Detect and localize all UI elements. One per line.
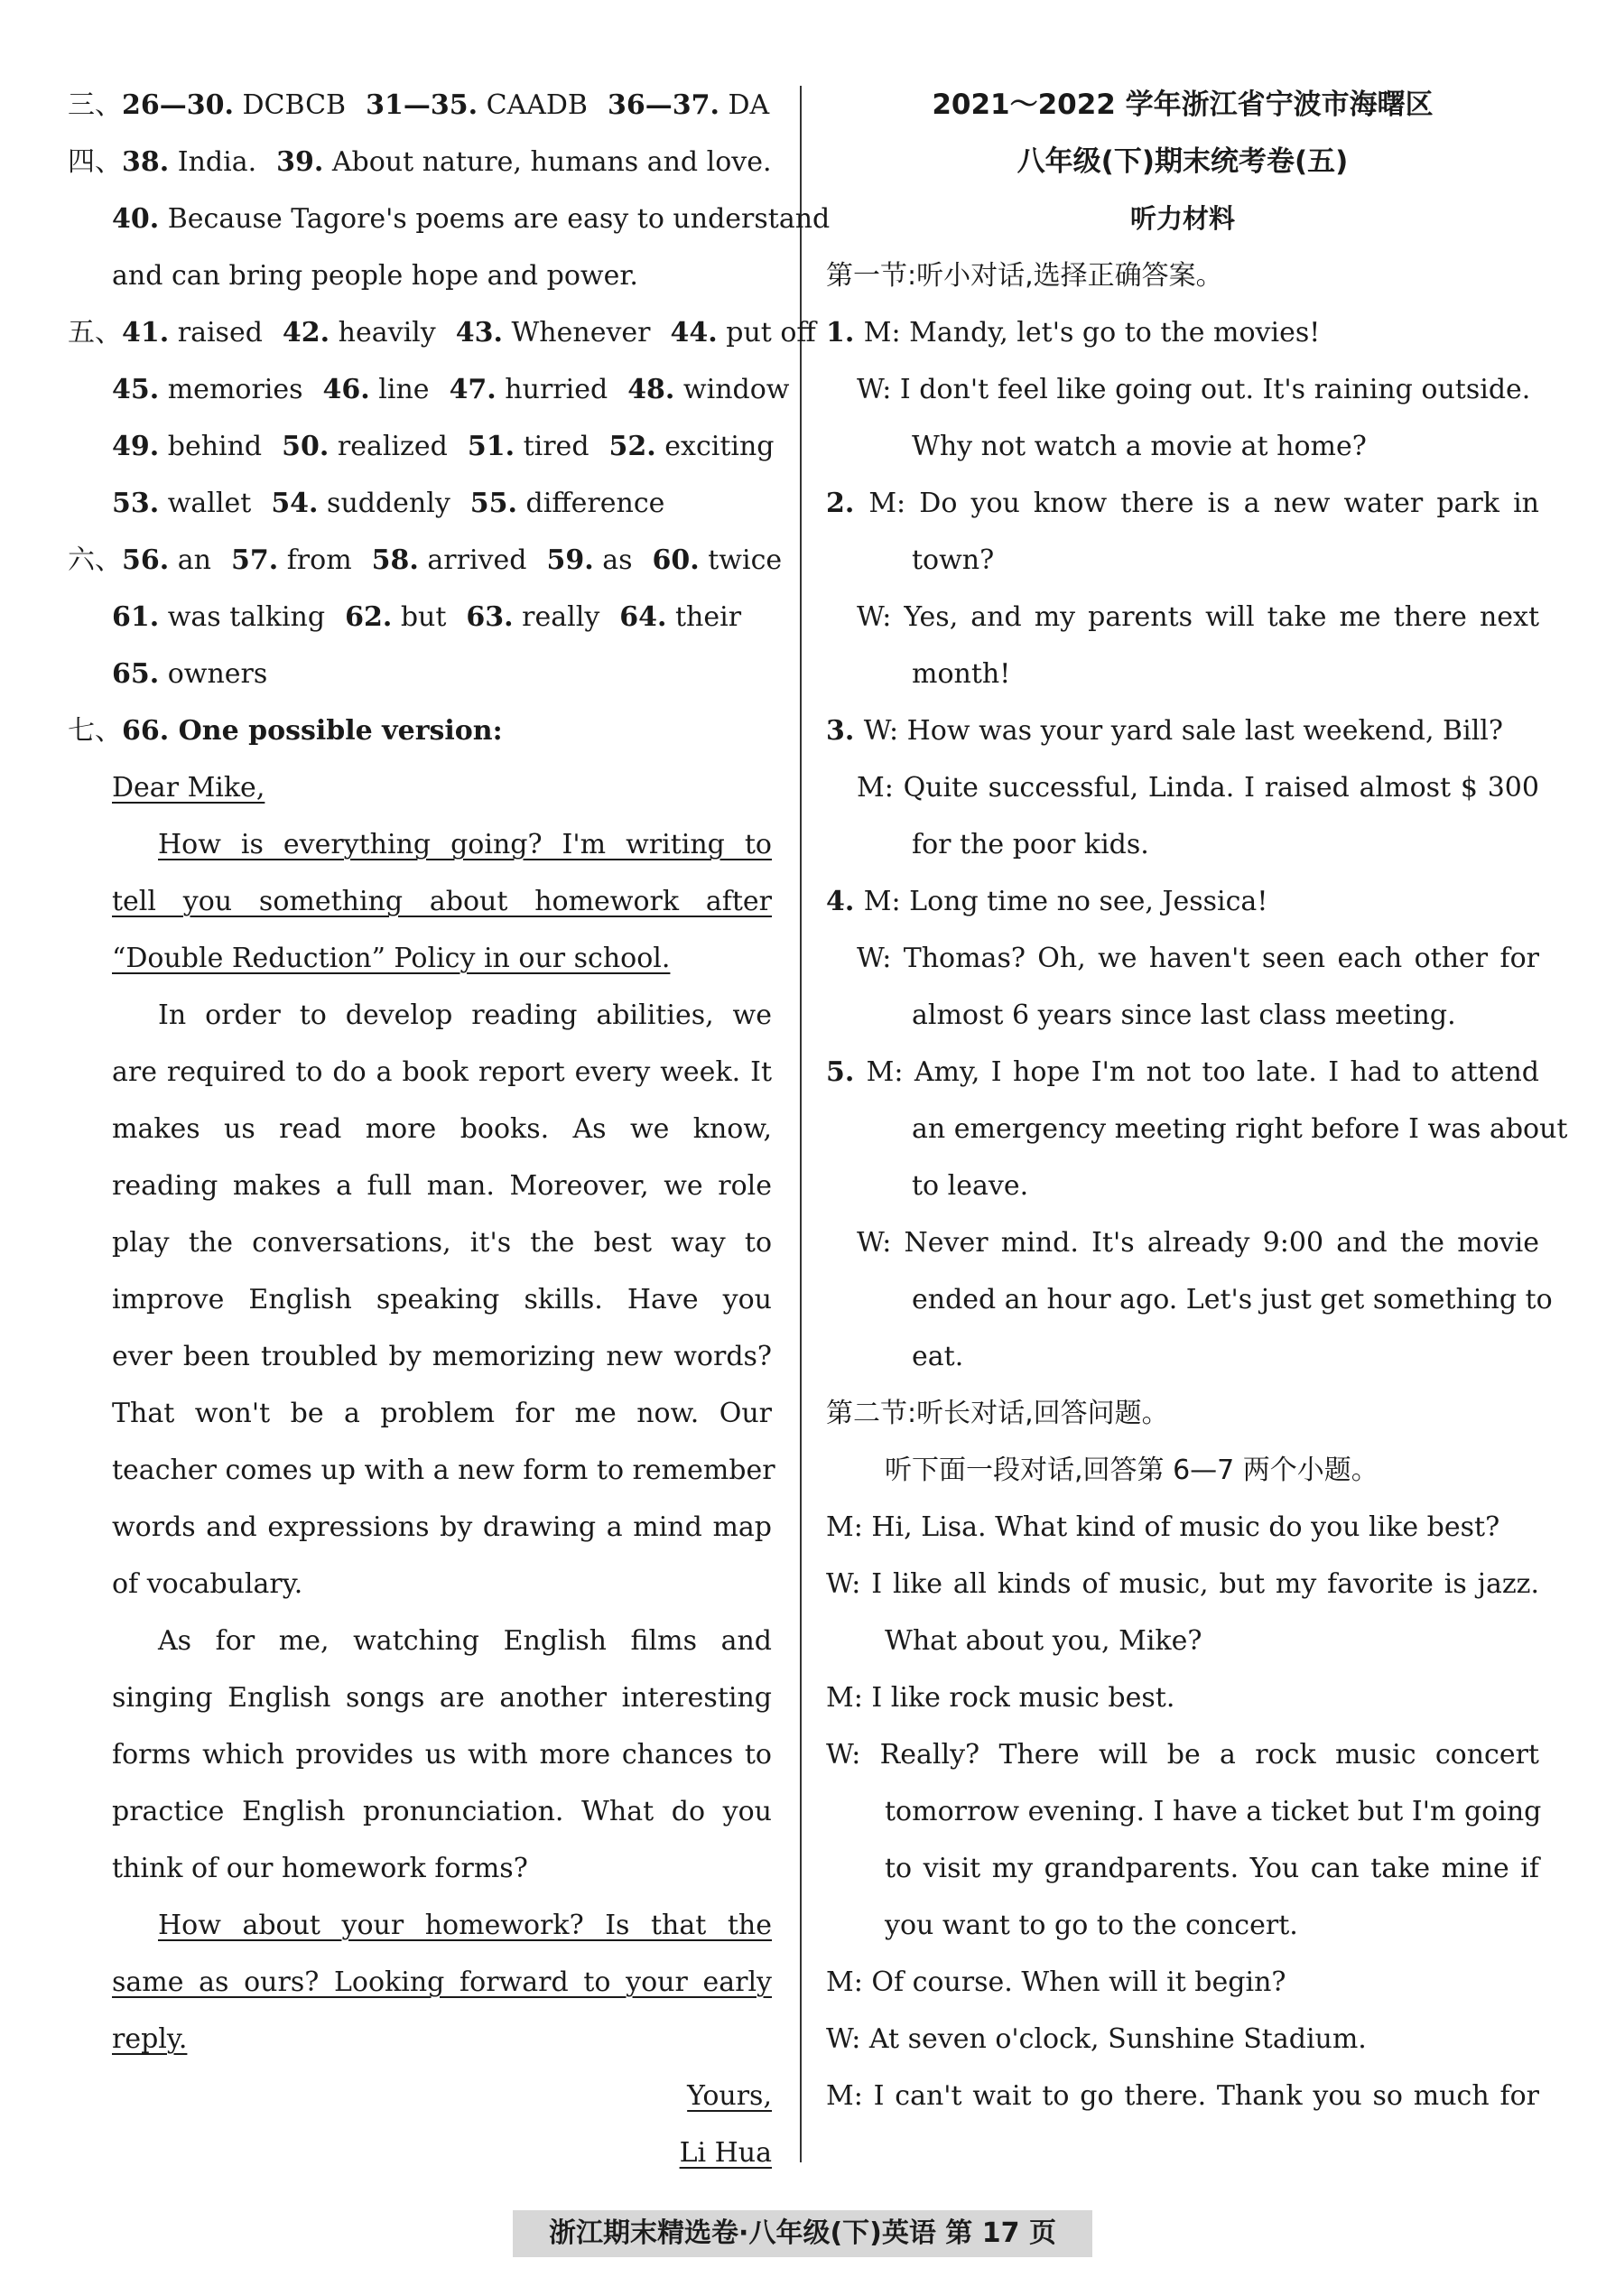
answer-text: DA — [719, 89, 770, 121]
item-number: 65. — [112, 658, 160, 690]
letter-text: same as ours? Looking forward to your early — [112, 1966, 772, 1998]
section-mark: 五、 — [68, 317, 122, 349]
speaker: W: — [826, 1568, 872, 1600]
dialog-line — [826, 1157, 1539, 1214]
answer-text: owners — [159, 658, 268, 690]
item-number: 52. — [608, 431, 656, 462]
paper-title: 2021～2022 学年浙江省宁波市海曙区 — [932, 88, 1434, 121]
item-number: 31—35. — [366, 89, 478, 121]
dialog-line — [826, 987, 1539, 1044]
dialog-text: I don't feel like going out. It's raining outside. — [899, 374, 1531, 405]
answer-text: wallet — [159, 488, 252, 519]
section-mark: 七、 — [68, 715, 122, 747]
dialog-line — [826, 532, 1539, 589]
answer-line-5 — [68, 304, 816, 361]
item-number: 42. — [282, 317, 330, 349]
answer-text: window — [674, 374, 790, 405]
letter-line: practice English pronunciation. What do you — [112, 1796, 772, 1827]
dialog-text: Thomas? Oh, we haven't seen each other for — [903, 943, 1539, 974]
letter-line: singing English songs are another interesting — [112, 1682, 772, 1714]
answer-text: tired — [515, 431, 589, 462]
listening-heading: 听力材料 — [1129, 203, 1235, 234]
section-mark: 四、 — [68, 146, 122, 178]
dialog-text: I like rock music best. — [871, 1682, 1175, 1714]
item-number: 47. — [449, 374, 497, 405]
answer-line-4: and can bring people hope and power. — [112, 260, 638, 292]
dialog-line — [826, 2011, 1539, 2068]
dialog-text: I can't wait to go there. Thank you so much for — [873, 2080, 1539, 2112]
letter — [68, 759, 775, 2181]
dialog-line — [826, 1101, 1568, 1157]
item-number: 53. — [112, 488, 160, 519]
letter-line: teacher comes up with a new form to remember — [112, 1455, 775, 1486]
answer-text: heavily — [330, 317, 436, 349]
answer-line-8 — [68, 475, 772, 532]
letter-signature: Li Hua — [679, 2137, 772, 2169]
dialog-line — [826, 759, 1539, 816]
answer-text: line — [369, 374, 430, 405]
answer-text: DCBCB — [233, 89, 347, 121]
answer-text: Because Tagore's poems are easy to understand — [159, 203, 831, 235]
speaker: M: — [857, 772, 904, 804]
letter-text: tell you something about homework after — [112, 886, 772, 917]
item-number: 43. — [455, 317, 503, 349]
letter-line: are required to do a book report every week. It — [112, 1056, 772, 1088]
item-number: 40. — [112, 203, 160, 235]
letter-line: In order to develop reading abilities, we — [158, 999, 772, 1031]
letter-text: reply. — [112, 2023, 188, 2055]
left-column — [68, 77, 831, 2181]
item-number: 38. — [122, 146, 170, 178]
item-number: 56. — [122, 544, 170, 576]
letter-text: How about your homework? Is that the — [158, 1910, 772, 1941]
dialog-line — [826, 930, 1539, 987]
dialog-line — [826, 475, 1539, 532]
dialog-line — [826, 1271, 1553, 1328]
answer-text: twice — [699, 544, 783, 576]
dialog-text: Why not watch a movie at home? — [912, 431, 1367, 462]
answer-text: memories — [159, 374, 303, 405]
speaker: W: — [826, 1739, 880, 1771]
dialog-line — [826, 1214, 1539, 1271]
page-footer: 浙江期末精选卷·八年级(下)英语 第 17 页 — [513, 2210, 1092, 2257]
dialog-line — [826, 418, 1539, 475]
item-number: 51. — [467, 431, 515, 462]
item-number: 46. — [322, 374, 370, 405]
section-2-heading: 第二节:听长对话,回答问题。 — [826, 1398, 1169, 1429]
letter-line — [68, 816, 772, 873]
item-number: 57. — [230, 544, 279, 576]
letter-text: How is everything going? I'm writing to — [158, 829, 772, 860]
letter-line: improve English speaking skills. Have you — [112, 1284, 772, 1315]
speaker: M: — [826, 1511, 872, 1543]
answer-line-6 — [68, 361, 790, 418]
dialog-text: almost 6 years since last class meeting. — [912, 999, 1456, 1031]
dialog-line — [826, 646, 1539, 702]
dialog-text: How was your yard sale last weekend, Bill? — [906, 715, 1503, 747]
answer-text: difference — [517, 488, 665, 519]
letter-closing: Yours, — [687, 2080, 772, 2112]
item-number: 26—30. — [122, 89, 234, 121]
item-number: 54. — [271, 488, 319, 519]
item-number: 49. — [112, 431, 160, 462]
letter-line: reading makes a full man. Moreover, we role — [112, 1170, 772, 1202]
paper-subtitle: 八年级(下)期末统考卷(五) — [1017, 145, 1349, 178]
section-2-instruction: 听下面一段对话,回答第 6—7 两个小题。 — [885, 1455, 1379, 1486]
item-number: 64. — [619, 601, 667, 633]
dialog-text: month! — [912, 658, 1011, 690]
answer-text: behind — [159, 431, 263, 462]
column-divider — [800, 86, 802, 2162]
dialog-text: Of course. When will it begin? — [871, 1966, 1286, 1998]
writing-label: 66. One possible version: — [122, 715, 503, 747]
answer-text: as — [593, 544, 633, 576]
speaker: M: — [863, 886, 910, 917]
answer-text: arrived — [418, 544, 527, 576]
dialog-text: tomorrow evening. I have a ticket but I'm going — [885, 1796, 1542, 1827]
letter-line: ever been troubled by memorizing new words? — [112, 1341, 772, 1372]
section-mark: 三、 — [68, 89, 122, 121]
item-number: 59. — [546, 544, 594, 576]
answer-text: realized — [329, 431, 448, 462]
speaker: W: — [857, 374, 900, 405]
item-number: 3. — [826, 715, 864, 747]
writing-heading — [68, 702, 772, 759]
answer-text: was talking — [159, 601, 326, 633]
dialog-line — [826, 873, 1539, 930]
dialog-text: to leave. — [912, 1170, 1029, 1202]
answer-line-11 — [68, 646, 772, 702]
speaker: M: — [826, 2080, 874, 2112]
answer-text: About nature, humans and love. — [323, 146, 772, 178]
dialog-line — [826, 702, 1539, 759]
item-number: 36—37. — [607, 89, 719, 121]
item-number: 44. — [670, 317, 718, 349]
speaker: M: — [863, 317, 910, 349]
dialog-line — [826, 1840, 1539, 1897]
dialog-text: Long time no see, Jessica! — [909, 886, 1268, 917]
dialog-text: Amy, I hope I'm not too late. I had to attend — [914, 1056, 1539, 1088]
letter-line: of vocabulary. — [112, 1568, 303, 1600]
letter-line: think of our homework forms? — [112, 1853, 528, 1884]
item-number: 48. — [627, 374, 675, 405]
item-number: 63. — [466, 601, 514, 633]
dialog-text: Do you know there is a new water park in — [919, 488, 1540, 519]
item-number: 41. — [122, 317, 170, 349]
letter-line — [68, 2011, 772, 2068]
answer-line-3 — [68, 191, 831, 247]
dialog-text: an emergency meeting right before I was about — [912, 1113, 1568, 1145]
answer-text: from — [278, 544, 352, 576]
letter-text: “Double Reduction” Policy in our school. — [112, 943, 671, 974]
answer-text: raised — [169, 317, 263, 349]
item-number: 50. — [282, 431, 330, 462]
section-1-heading: 第一节:听小对话,选择正确答案。 — [826, 260, 1223, 292]
item-number: 39. — [276, 146, 324, 178]
item-number: 2. — [826, 488, 869, 519]
letter-line: makes us read more books. As we know, — [112, 1113, 772, 1145]
speaker: M: — [826, 1682, 872, 1714]
dialog-text: Hi, Lisa. What kind of music do you like best? — [871, 1511, 1500, 1543]
answer-line-1 — [68, 77, 772, 134]
item-number: 60. — [652, 544, 700, 576]
dialog-text: Yes, and my parents will take me there next — [904, 601, 1539, 633]
answer-text: put off — [717, 317, 816, 349]
dialog-text: ended an hour ago. Let's just get something to — [912, 1284, 1553, 1315]
dialog-line — [826, 361, 1539, 418]
answer-text: but — [392, 601, 447, 633]
speaker: M: — [868, 488, 920, 519]
letter-line: As for me, watching English films and — [158, 1625, 772, 1657]
letter-line: That won't be a problem for me now. Our — [112, 1398, 772, 1429]
dialog-text: eat. — [912, 1341, 964, 1372]
dialog-line — [826, 1044, 1539, 1101]
answer-text: India. — [169, 146, 257, 178]
speaker: W: — [857, 943, 904, 974]
answer-text: hurried — [496, 374, 608, 405]
right-column — [826, 77, 1568, 2124]
letter-line — [68, 1897, 772, 1954]
dialog-text: Mandy, let's go to the movies! — [909, 317, 1321, 349]
speaker: W: — [826, 2023, 869, 2055]
dialog-line — [826, 1783, 1542, 1840]
dialog-text: town? — [912, 544, 995, 576]
item-number: 4. — [826, 886, 864, 917]
dialog-line — [826, 1328, 1539, 1385]
item-number: 45. — [112, 374, 160, 405]
answer-text: really — [513, 601, 600, 633]
dialog-line — [826, 1897, 1539, 1954]
answer-line-10 — [68, 589, 772, 646]
letter-greeting: Dear Mike, — [112, 772, 265, 804]
answer-text: CAADB — [478, 89, 588, 121]
dialog-line — [826, 589, 1539, 646]
dialog-text: to visit my grandparents. You can take mine if — [885, 1853, 1539, 1884]
dialog-line — [826, 1613, 1539, 1669]
letter-line: forms which provides us with more chances to — [112, 1739, 772, 1771]
speaker: M: — [826, 1966, 872, 1998]
answer-text: suddenly — [318, 488, 450, 519]
dialog-line — [826, 1669, 1539, 1726]
letter-line — [68, 930, 772, 987]
dialog-line — [826, 2068, 1539, 2124]
letter-line: play the conversations, it's the best way to — [112, 1227, 772, 1259]
letter-line — [68, 873, 772, 930]
answer-text: exciting — [655, 431, 775, 462]
dialog-line — [826, 1556, 1539, 1613]
item-number: 62. — [345, 601, 393, 633]
section-mark: 六、 — [68, 544, 122, 576]
speaker: W: — [857, 1227, 905, 1259]
answer-text: an — [169, 544, 211, 576]
dialog-text: What about you, Mike? — [885, 1625, 1202, 1657]
answer-line-7 — [68, 418, 775, 475]
item-number: 1. — [826, 317, 864, 349]
dialog-line — [826, 1726, 1539, 1783]
dialog-text: Really? There will be a rock music concert — [879, 1739, 1539, 1771]
dialog-line — [826, 816, 1539, 873]
item-number: 61. — [112, 601, 160, 633]
speaker: M: — [866, 1056, 914, 1088]
speaker: W: — [863, 715, 907, 747]
answer-line-2 — [68, 134, 772, 191]
answer-line-9 — [68, 532, 783, 589]
item-number: 55. — [469, 488, 517, 519]
speaker: W: — [857, 601, 905, 633]
dialog-text: Never mind. It's already 9:00 and the movie — [904, 1227, 1540, 1259]
dialog-text: you want to go to the concert. — [885, 1910, 1298, 1941]
answer-text: their — [666, 601, 742, 633]
dialog-line — [826, 1499, 1539, 1556]
dialog-line — [826, 1954, 1539, 2011]
answer-text: Whenever — [502, 317, 651, 349]
dialog-text: for the poor kids. — [912, 829, 1149, 860]
dialog-text: I like all kinds of music, but my favorite is jazz. — [871, 1568, 1539, 1600]
item-number: 5. — [826, 1056, 867, 1088]
dialog-line — [826, 304, 1539, 361]
letter-line: words and expressions by drawing a mind map — [112, 1511, 772, 1543]
letter-line — [68, 1954, 772, 2011]
dialog-text: Quite successful, Linda. I raised almost $ 300 — [903, 772, 1539, 804]
dialog-text: At seven o'clock, Sunshine Stadium. — [868, 2023, 1367, 2055]
item-number: 58. — [371, 544, 419, 576]
